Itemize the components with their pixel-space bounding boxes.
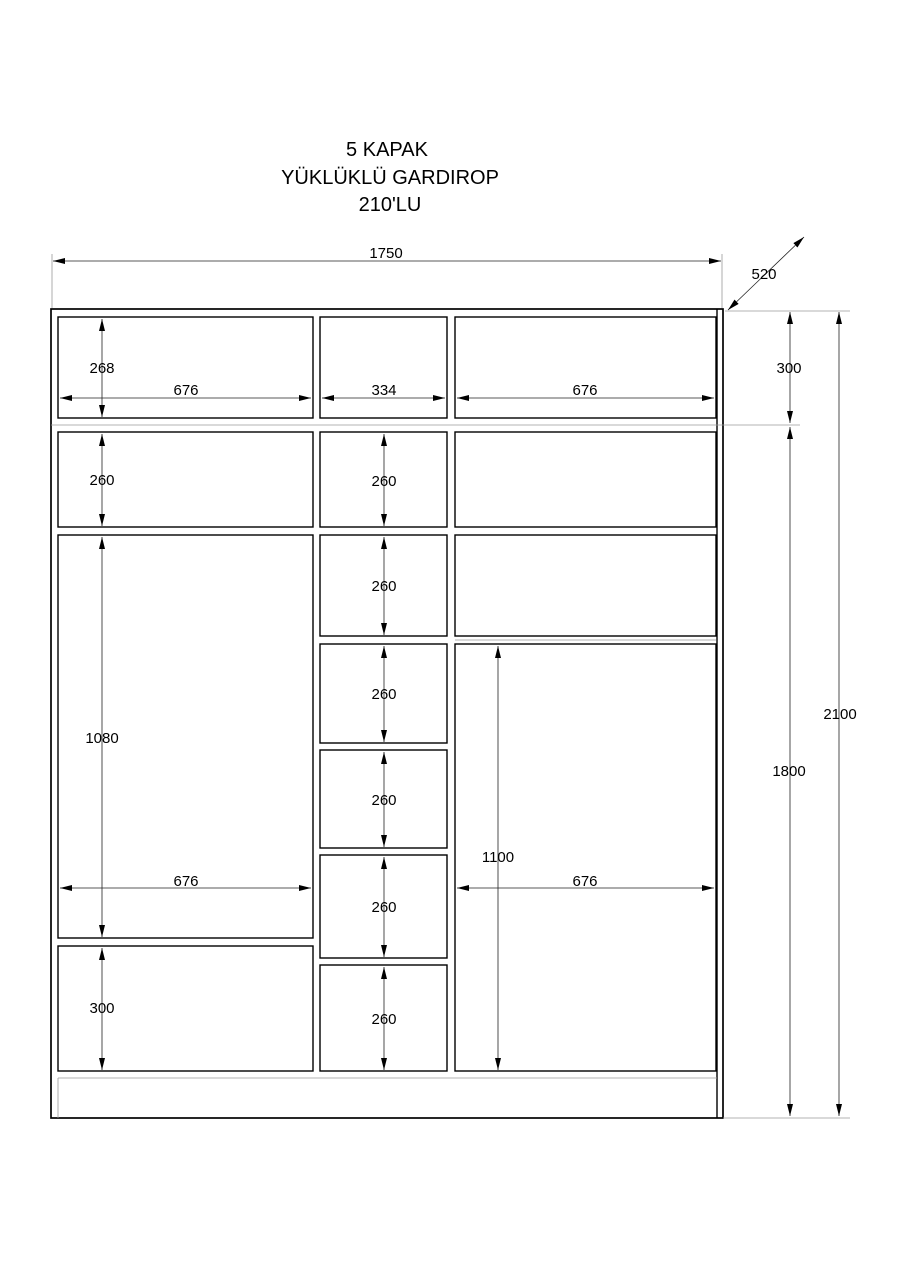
cabinet-frame: [51, 309, 800, 1118]
left-drawer-height-label: 260: [89, 472, 115, 489]
left-column: [58, 432, 313, 1071]
middle-drawer-5-label: 260: [371, 899, 397, 916]
middle-drawer-4-label: 260: [371, 792, 397, 809]
top-section-height-label: 300: [776, 360, 802, 377]
right-hanging-width-label: 676: [572, 873, 598, 890]
middle-drawer-2-label: 260: [371, 578, 397, 595]
middle-drawer-3-label: 260: [371, 686, 397, 703]
middle-drawer-1-label: 260: [371, 473, 397, 490]
top-height-label: 268: [89, 360, 115, 377]
title-line-3: 210'LU: [358, 194, 422, 216]
title-line-2: YÜKLÜKLÜ GARDIROP: [281, 167, 499, 189]
middle-drawer-6-label: 260: [371, 1011, 397, 1028]
top-right-compartment: [455, 317, 716, 418]
top-middle-compartment: [320, 317, 447, 418]
right-upper-compartment-1: [455, 432, 716, 527]
height-dimensions: [723, 311, 857, 1118]
top-row: [58, 317, 716, 418]
total-height-label: 2100: [823, 706, 857, 723]
right-upper-compartment-2: [455, 535, 716, 636]
title-line-1: 5 KAPAK: [346, 139, 428, 161]
top-right-width-label: 676: [572, 382, 598, 399]
middle-column: [320, 432, 447, 1071]
cabinet-outline: [51, 309, 723, 1118]
left-hanging-height-label: 1080: [85, 730, 119, 747]
width-label: 1750: [369, 245, 403, 262]
depth-label: 520: [751, 266, 777, 283]
title-block: [281, 139, 499, 216]
lower-section-height-label: 1800: [772, 763, 806, 780]
overall-width-dimension: [52, 245, 722, 308]
top-middle-width-label: 334: [371, 382, 397, 399]
depth-dimension: [728, 237, 804, 310]
top-left-width-label: 676: [173, 382, 199, 399]
right-column: [455, 432, 716, 1071]
right-hanging-height-label: 1100: [481, 849, 515, 866]
left-hanging-width-label: 676: [173, 873, 199, 890]
left-bottom-height-label: 300: [89, 1000, 115, 1017]
